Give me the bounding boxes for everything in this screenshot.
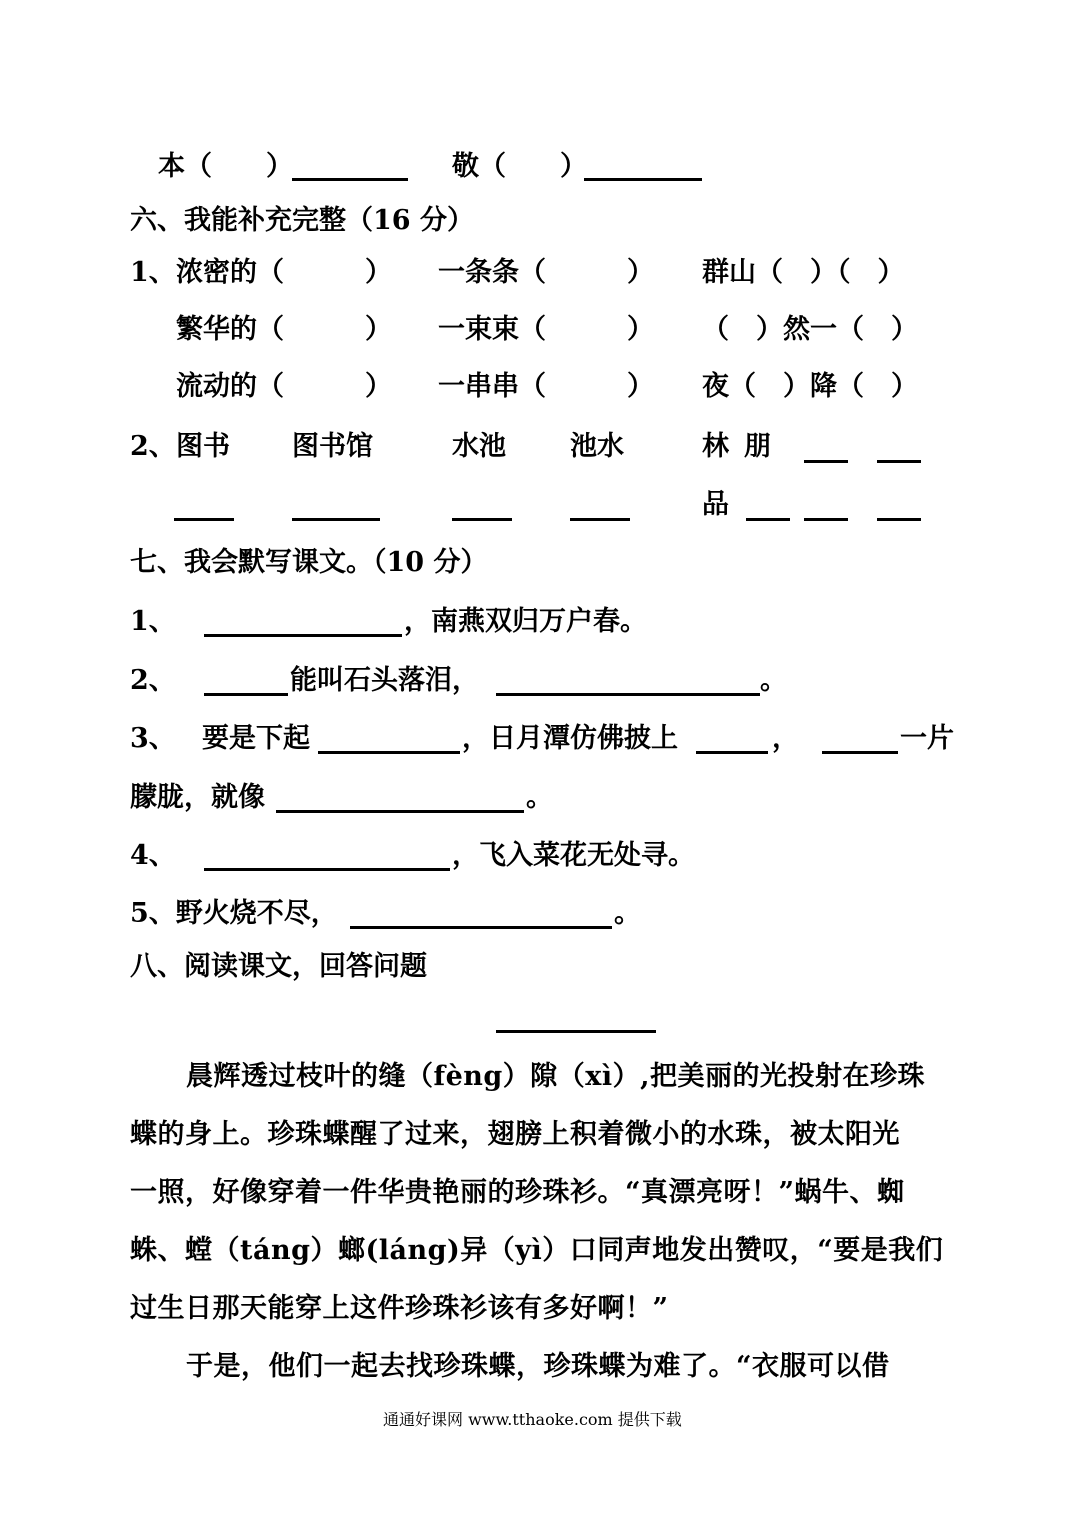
q2-word: 图书 xyxy=(176,431,230,462)
passage-line: 于是，他们一起去找珍珠蝶，珍珠蝶为难了。“衣服可以借 xyxy=(186,1351,890,1382)
top-item-ben: 本（ ） xyxy=(158,151,293,182)
q2-number: 2、 xyxy=(130,431,176,462)
s7-q3-text-a: 要是下起 xyxy=(202,723,310,754)
q1-item: 流动的（ ） xyxy=(176,371,392,402)
s7-q5-blank xyxy=(350,926,612,929)
q2-word: 水池 xyxy=(452,431,506,462)
s7-q4-number: 4、 xyxy=(130,840,176,871)
section-7-title: 七、我会默写课文。（10 分） xyxy=(130,547,488,578)
s7-q1-text: ，南燕双归万户春。 xyxy=(404,606,647,637)
q2-blank xyxy=(804,518,848,521)
s7-q1-number: 1、 xyxy=(130,606,176,637)
q2-word: 图书馆 xyxy=(292,431,373,462)
blank-jing xyxy=(584,178,702,181)
s7-q3-blank xyxy=(318,751,460,754)
s7-q3-blank xyxy=(696,751,768,754)
s7-q3-number: 3、 xyxy=(130,723,176,754)
q2-blank xyxy=(452,518,512,521)
q1-item: 夜（ ）降（ ） xyxy=(702,371,918,402)
passage-line: 一照，好像穿着一件华贵艳丽的珍珠衫。“真漂亮呀！”蜗牛、蜘 xyxy=(130,1177,905,1208)
q2-blank xyxy=(174,518,234,521)
q1-number: 1、 xyxy=(130,257,176,288)
section-6-title: 六、我能补充完整（16 分） xyxy=(130,205,474,236)
passage-line: 蛛、螳（táng）螂(láng)异（yì）口同声地发出赞叹，“要是我们 xyxy=(130,1235,944,1266)
top-item-jing: 敬（ ） xyxy=(452,151,587,182)
q2-blank xyxy=(804,460,848,463)
s7-q3-text-c: ， xyxy=(772,723,799,754)
s7-q2-blank xyxy=(496,693,760,696)
s7-q4-text: ，飞入菜花无处寻。 xyxy=(452,840,695,871)
q2-blank xyxy=(746,518,790,521)
s7-q5-text-b: 。 xyxy=(614,898,641,929)
passage-line: 晨辉透过枝叶的缝（fèng）隙（xì）,把美丽的光投射在珍珠 xyxy=(186,1061,926,1092)
s7-q5-text-a: 5、野火烧不尽， xyxy=(130,898,338,929)
s7-q3-blank xyxy=(276,810,524,813)
q2-word: 池水 xyxy=(570,431,624,462)
s7-q3-cont-b: 。 xyxy=(526,782,553,813)
q2-blank xyxy=(292,518,380,521)
s7-q2-text-a: 能叫石头落泪， xyxy=(290,665,479,696)
q2-char: 林 xyxy=(702,431,729,462)
s7-q3-blank xyxy=(822,751,898,754)
q1-item: 一串串（ ） xyxy=(438,371,654,402)
s7-q2-number: 2、 xyxy=(130,665,176,696)
passage-title-blank xyxy=(496,1030,656,1033)
q2-char: 品 xyxy=(702,489,729,520)
footer-text: 通通好课网 www.tthaoke.com 提供下载 xyxy=(383,1410,682,1429)
q1-item: 一束束（ ） xyxy=(438,314,654,345)
passage-line: 蝶的身上。珍珠蝶醒了过来，翅膀上积着微小的水珠，被太阳光 xyxy=(130,1119,900,1150)
blank-ben xyxy=(292,178,408,181)
q1-item: 一条条（ ） xyxy=(438,257,654,288)
q2-char: 朋 xyxy=(744,431,771,462)
q2-blank xyxy=(877,518,921,521)
q2-blank xyxy=(877,460,921,463)
s7-q3-text-d: 一片 xyxy=(900,723,954,754)
s7-q2-text-b: 。 xyxy=(760,665,787,696)
s7-q3-cont-a: 朦胧，就像 xyxy=(130,782,265,813)
q1-item: 群山（ ）（ ） xyxy=(702,257,905,288)
section-8-title: 八、阅读课文，回答问题 xyxy=(130,951,427,982)
q1-item: 浓密的（ ） xyxy=(176,257,392,288)
s7-q1-blank xyxy=(204,634,402,637)
q1-item: 繁华的（ ） xyxy=(176,314,392,345)
passage-line: 过生日那天能穿上这件珍珠衫该有多好啊！” xyxy=(130,1293,669,1324)
s7-q4-blank xyxy=(204,868,450,871)
s7-q3-text-b: ，日月潭仿佛披上 xyxy=(462,723,678,754)
q2-blank xyxy=(570,518,630,521)
q1-item: （ ）然一（ ） xyxy=(702,314,918,345)
s7-q2-blank xyxy=(204,693,288,696)
